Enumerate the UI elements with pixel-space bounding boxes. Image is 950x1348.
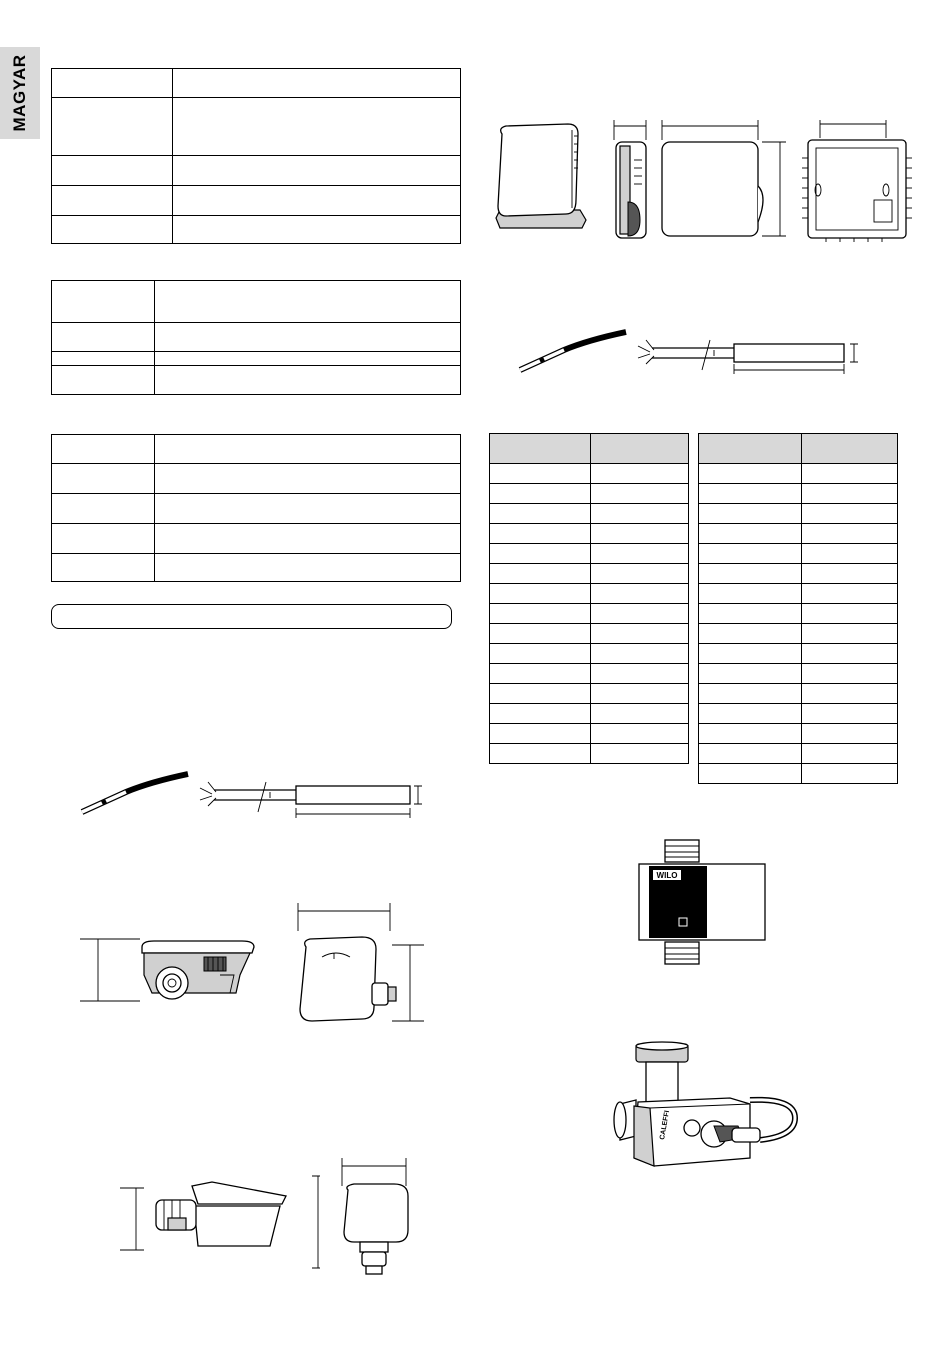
table-row [699, 504, 898, 524]
table-row [490, 664, 689, 684]
table-row [699, 724, 898, 744]
language-label: MAGYAR [10, 54, 29, 132]
table-row [699, 684, 898, 704]
table-row [699, 704, 898, 724]
table-row [52, 554, 461, 582]
table-header-row [490, 434, 689, 464]
room-thermostat-drawing [490, 110, 910, 245]
table-row [699, 584, 898, 604]
table-row [699, 604, 898, 624]
table-row [52, 156, 461, 186]
table-row [52, 494, 461, 524]
resistance-table-right [698, 433, 898, 784]
table-row [699, 464, 898, 484]
section-header-bar [51, 604, 452, 629]
table-row [52, 69, 461, 98]
table-row [699, 564, 898, 584]
sensor-probe-drawing-upper [518, 326, 863, 378]
table-row [490, 724, 689, 744]
table-row [699, 624, 898, 644]
table-row [52, 464, 461, 494]
table-header-row [699, 434, 898, 464]
table-row [490, 644, 689, 664]
table-row [52, 435, 461, 464]
table-row [490, 584, 689, 604]
table-row [490, 684, 689, 704]
immersion-sensor-drawing [120, 1150, 420, 1280]
table-row [699, 664, 898, 684]
table-row [490, 604, 689, 624]
table-row [52, 366, 461, 395]
resistance-table-left [489, 433, 689, 764]
table-row [490, 484, 689, 504]
table-row [52, 323, 461, 352]
language-side-tab [0, 47, 40, 139]
table-row [490, 704, 689, 724]
circulation-pump-drawing [635, 838, 767, 968]
table-row [52, 352, 461, 366]
table-row [490, 564, 689, 584]
table-row [52, 216, 461, 244]
spec-table-3 [51, 434, 461, 582]
table-row [490, 464, 689, 484]
table-row [490, 504, 689, 524]
table-row [490, 524, 689, 544]
table-row [490, 744, 689, 764]
table-row [52, 281, 461, 323]
table-row [699, 484, 898, 504]
table-row [699, 744, 898, 764]
valve-brand-label: CALEFFI [659, 1110, 672, 1141]
table-row [52, 186, 461, 216]
zone-valve-drawing [610, 1040, 805, 1175]
pump-brand-label: WILO [656, 871, 678, 880]
table-row [490, 624, 689, 644]
table-row [699, 644, 898, 664]
table-row [52, 524, 461, 554]
table-row [52, 98, 461, 156]
table-row [699, 544, 898, 564]
spec-table-1 [51, 68, 461, 244]
table-row [699, 764, 898, 784]
table-row [490, 544, 689, 564]
spec-table-2 [51, 280, 461, 395]
clamp-sensor-drawing [80, 895, 430, 1025]
sensor-probe-drawing-lower [80, 768, 425, 823]
table-row [699, 524, 898, 544]
